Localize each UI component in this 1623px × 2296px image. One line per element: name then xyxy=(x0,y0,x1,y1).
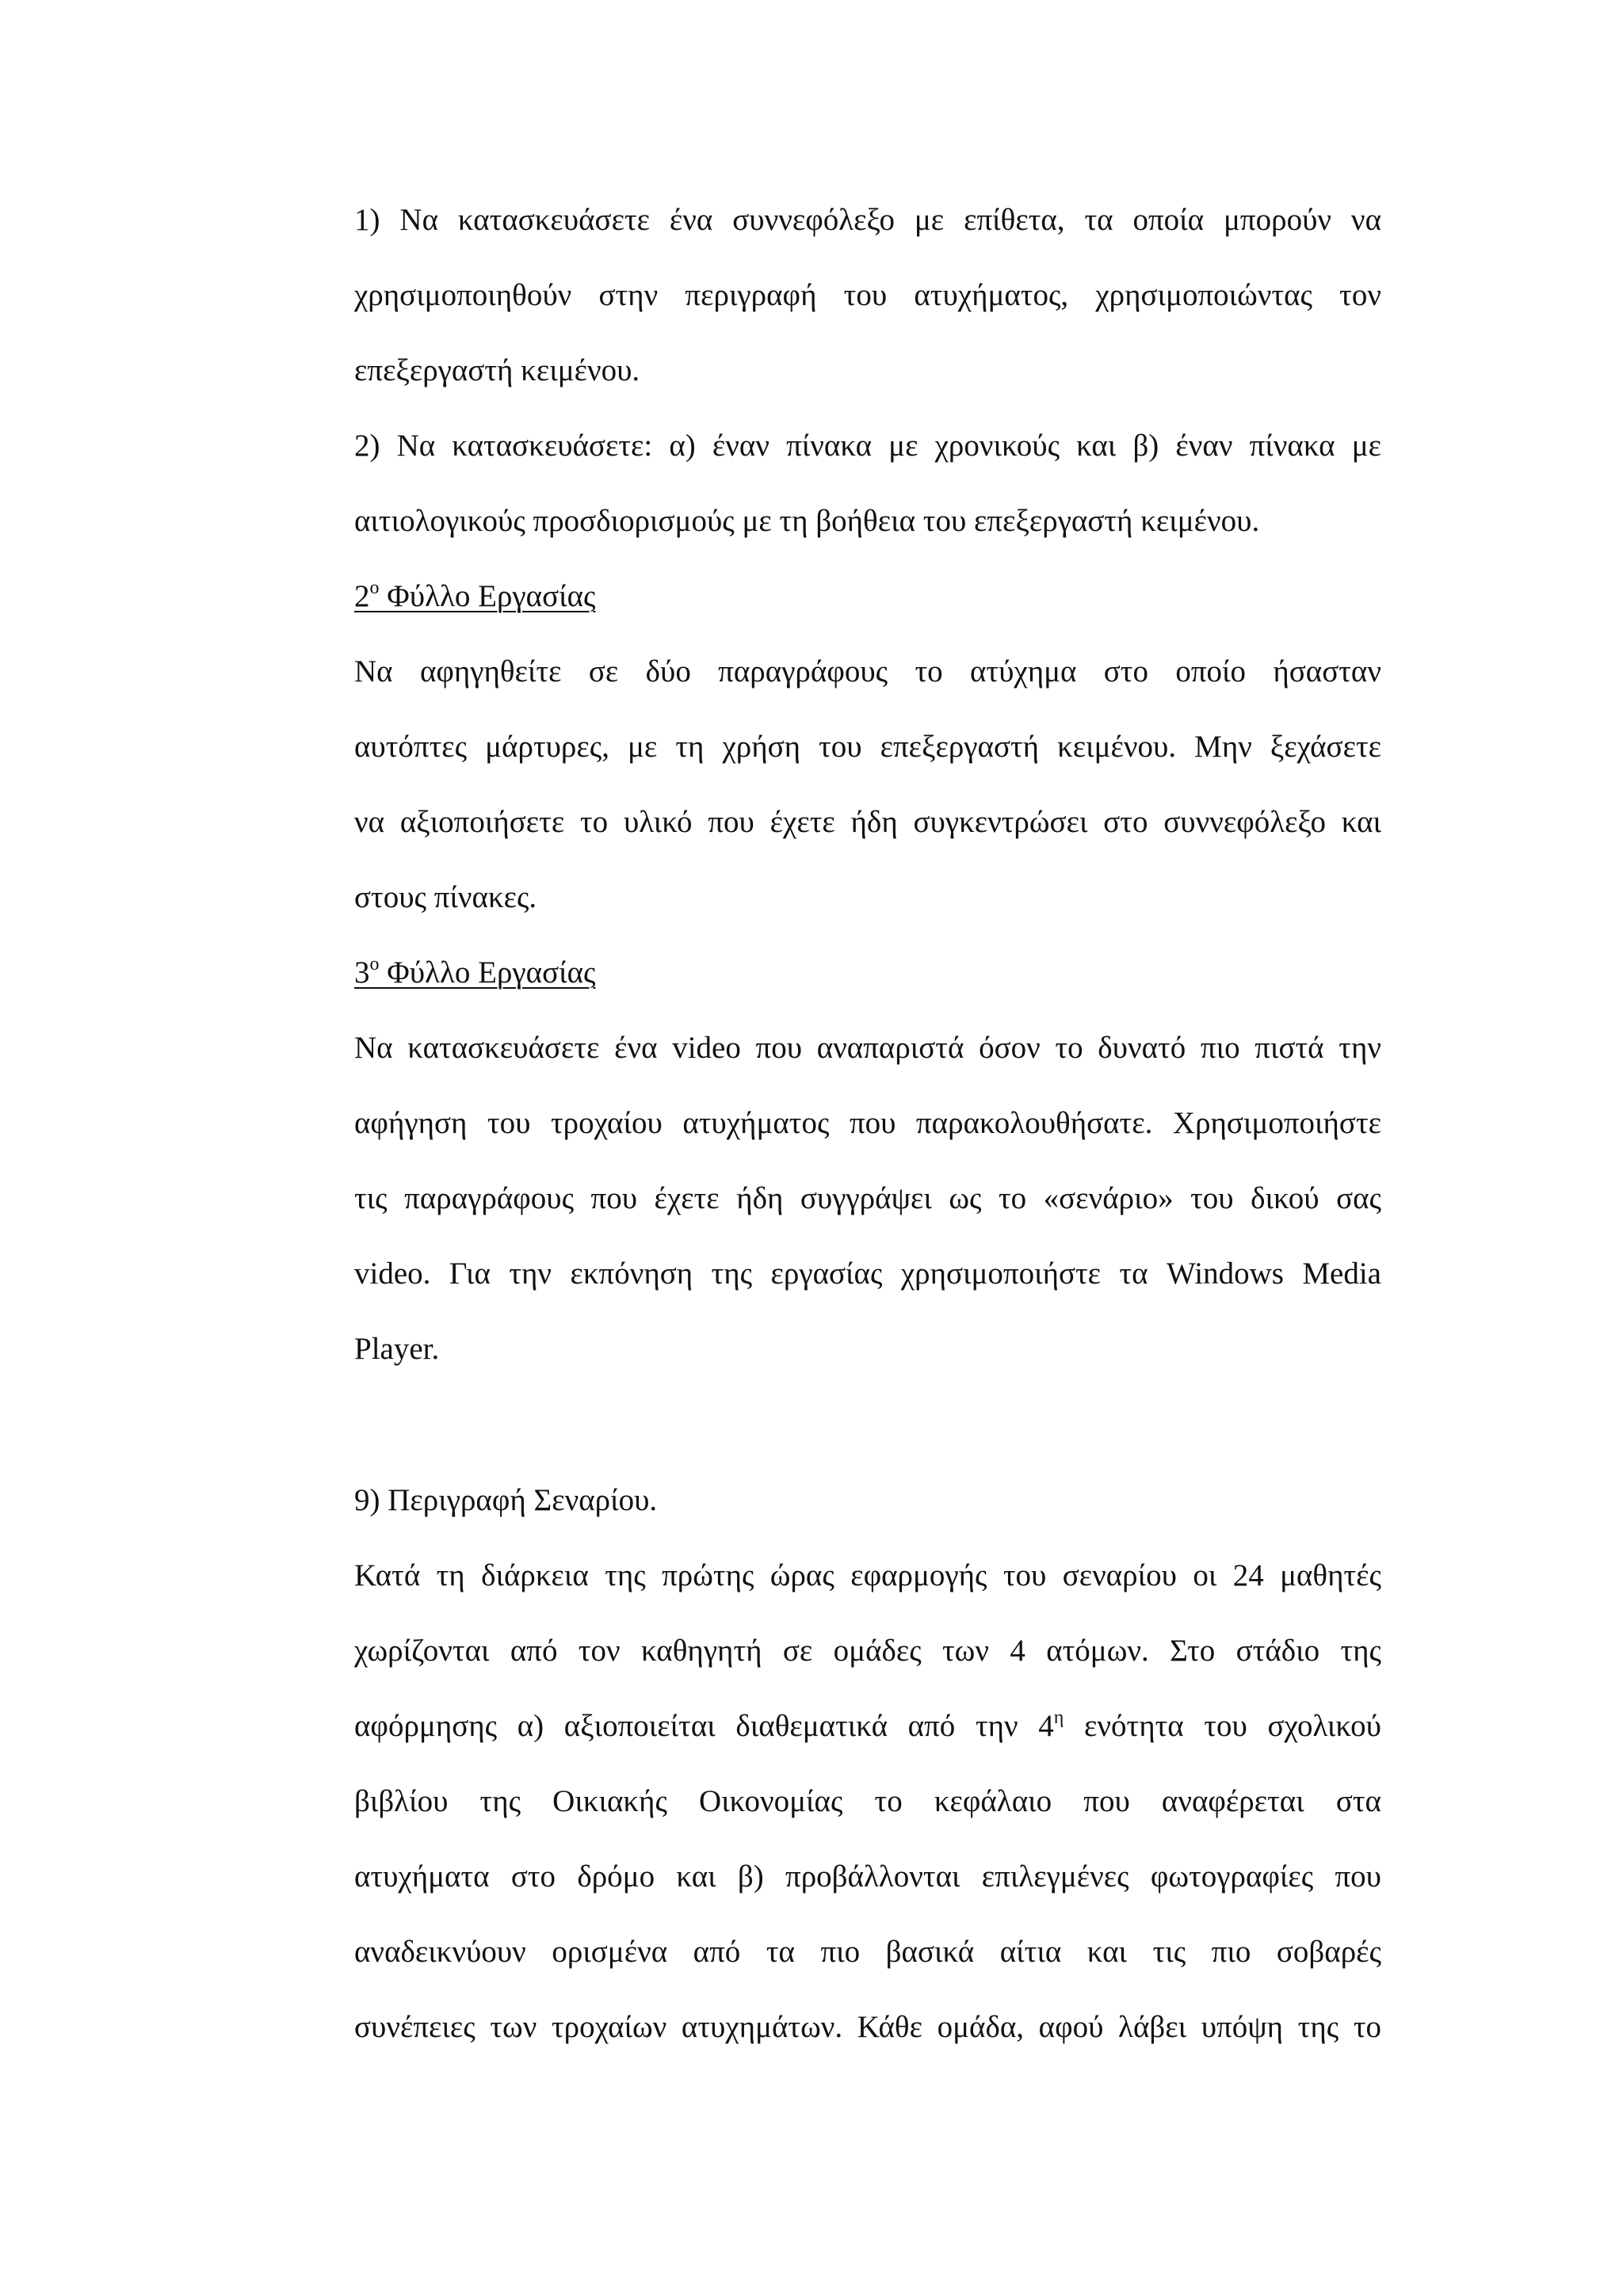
section-9-title: 9) Περιγραφή Σεναρίου. xyxy=(354,1483,658,1517)
ordinal-suffix: ο xyxy=(369,954,380,974)
text-line: να αξιοποιήσετε το υλικό που έχετε ήδη συγκεντρώσει στο συννεφόλεξο και xyxy=(354,805,1381,839)
text-line: χωρίζονται από τον καθηγητή σε ομάδες των 4 ατόμων. Στο στάδιο της xyxy=(354,1634,1381,1668)
text-line: Να κατασκευάσετε ένα video που αναπαριστά όσον το δυνατό πιο πιστά την xyxy=(354,1031,1381,1065)
text-line: Player. xyxy=(354,1332,440,1366)
text-line: αυτόπτες μάρτυρες, με τη χρήση του επεξεργαστή κειμένου. Μην ξεχάσετε xyxy=(354,730,1381,764)
heading-number: 2 xyxy=(354,579,370,613)
text-line: τις παραγράφους που έχετε ήδη συγγράψει ως το «σενάριο» του δικού σας xyxy=(354,1181,1381,1215)
text-line: 2) Να κατασκευάσετε: α) έναν πίνακα με χρονικούς και β) έναν πίνακα με xyxy=(354,429,1381,463)
text-line: συνέπειες των τροχαίων ατυχημάτων. Κάθε ομάδα, αφού λάβει υπόψη της το xyxy=(354,2010,1381,2044)
text-line: Κατά τη διάρκεια της πρώτης ώρας εφαρμογής του σεναρίου οι 24 μαθητές xyxy=(354,1558,1381,1592)
text-line: video. Για την εκπόνηση της εργασίας χρησιμοποιήστε τα Windows Media xyxy=(354,1257,1381,1291)
text-segment: αφόρμησης α) αξιοποιείται διαθεματικά από την 4 xyxy=(354,1709,1054,1743)
text-segment: ενότητα του σχολικού xyxy=(1064,1709,1381,1743)
text-line: αφήγηση του τροχαίου ατυχήματος που παρακολουθήσατε. Χρησιμοποιήστε xyxy=(354,1106,1381,1140)
text-line: 1) Να κατασκευάσετε ένα συννεφόλεξο με επίθετα, τα οποία μπορούν να xyxy=(354,203,1381,237)
text-line xyxy=(354,1704,1381,1752)
text-line: βιβλίου της Οικιακής Οικονομίας το κεφάλαιο που αναφέρεται στα xyxy=(354,1784,1381,1818)
ordinal-suffix: η xyxy=(1053,1707,1064,1728)
text-line: αναδεικνύουν ορισμένα από τα πιο βασικά αίτια και τις πιο σοβαρές xyxy=(354,1935,1381,1969)
worksheet-3-heading xyxy=(354,951,1381,998)
text-line: αιτιολογικούς προσδιορισμούς με τη βοήθεια του επεξεργαστή κειμένου. xyxy=(354,504,1260,538)
text-line: Να αφηγηθείτε σε δύο παραγράφους το ατύχημα στο οποίο ήσασταν xyxy=(354,654,1381,688)
worksheet-2-heading xyxy=(354,574,1381,622)
text-line: χρησιμοποιηθούν στην περιγραφή του ατυχήματος, χρησιμοποιώντας τον xyxy=(354,278,1381,312)
heading-label: Φύλλο Εργασίας xyxy=(379,579,596,613)
text-line: επεξεργαστή κειμένου. xyxy=(354,353,640,387)
ordinal-suffix: ο xyxy=(369,578,380,598)
text-line: ατυχήματα στο δρόμο και β) προβάλλονται επιλεγμένες φωτογραφίες που xyxy=(354,1859,1381,1894)
heading-label: Φύλλο Εργασίας xyxy=(379,955,596,990)
text-line: στους πίνακες. xyxy=(354,880,537,914)
heading-number: 3 xyxy=(354,955,370,990)
